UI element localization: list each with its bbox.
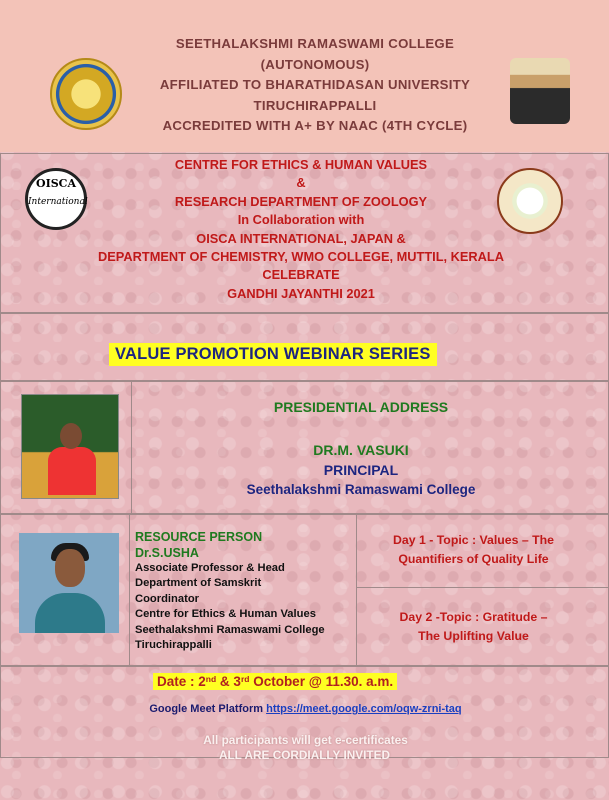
day1-topic: Day 1 - Topic : Values – The Quantifiers of Quality Life: [392, 533, 555, 566]
presidential-section: [0, 381, 609, 514]
wmo-college-logo-icon: [497, 168, 563, 234]
oisca-logo-icon: OISCA International: [25, 168, 87, 230]
organizer-line: CELEBRATE: [262, 267, 340, 283]
college-header: [0, 0, 609, 152]
organizer-line: &: [296, 175, 306, 191]
college-affiliation: AFFILIATED TO BHARATHIDASAN UNIVERSITY: [159, 77, 471, 92]
series-section: [0, 313, 609, 381]
series-title: VALUE PROMOTION WEBINAR SERIES: [109, 343, 437, 366]
resource-person-detail: Centre for Ethics & Human Values: [135, 608, 316, 621]
presidential-heading: PRESIDENTIAL ADDRESS: [273, 399, 449, 415]
organizers-text: [41, 154, 561, 303]
resource-person-photo: [19, 533, 119, 633]
divider: [131, 382, 132, 513]
principal-institution: Seethalakshmi Ramaswami College: [246, 482, 476, 497]
principal-designation: PRINCIPAL: [323, 462, 399, 478]
college-accreditation: ACCREDITED WITH A+ BY NAAC (4TH CYCLE): [162, 118, 468, 133]
principal-photo: [21, 394, 119, 499]
organizers-section: [0, 153, 609, 313]
resource-person-heading: RESOURCE PERSON: [135, 530, 263, 544]
organizer-line: RESEARCH DEPARTMENT OF ZOOLOGY: [174, 193, 428, 209]
resource-person-detail: Tiruchirappalli: [135, 639, 212, 652]
college-info: [130, 34, 500, 137]
resource-person-name: Dr.S.USHA: [135, 546, 199, 560]
principal-name: DR.M. VASUKI: [313, 442, 409, 458]
organizer-line: DEPARTMENT OF CHEMISTRY, WMO COLLEGE, MUTTIL, KERALA: [98, 249, 504, 265]
certificate-note: All participants will get e-certificates: [203, 733, 408, 747]
divider: [129, 515, 130, 665]
college-status: (AUTONOMOUS): [260, 56, 370, 72]
resource-section: [0, 514, 609, 666]
organizer-line: CENTRE FOR ETHICS & HUMAN VALUES: [174, 157, 428, 172]
resource-person-detail: Coordinator: [135, 592, 200, 605]
organizer-line: OISCA INTERNATIONAL, JAPAN &: [196, 230, 406, 246]
divider: [356, 515, 357, 665]
meet-link[interactable]: https://meet.google.com/oqw-zrni-taq: [266, 703, 462, 715]
resource-person-detail: Seethalakshmi Ramaswami College: [135, 623, 325, 636]
founder-photo: [510, 58, 570, 124]
college-emblem-icon: [50, 58, 122, 130]
schedule-section: [0, 666, 609, 758]
resource-person-info: [135, 529, 355, 653]
meet-label: Google Meet Platform: [149, 703, 267, 715]
day2-topic: Day 2 -Topic : Gratitude – The Uplifting Value: [399, 610, 548, 643]
organizer-line: In Collaboration with: [237, 212, 365, 228]
invitation-note: ALL ARE CORDIALLY INVITED: [218, 748, 391, 762]
divider: [356, 587, 609, 588]
organizer-line: GANDHI JAYANTHI 2021: [227, 285, 375, 301]
college-name: SEETHALAKSHMI RAMASWAMI COLLEGE: [175, 36, 455, 51]
resource-person-detail: Associate Professor & Head: [135, 562, 285, 574]
college-city: TIRUCHIRAPPALLI: [253, 97, 377, 113]
resource-person-detail: Department of Samskrit: [135, 577, 262, 590]
event-date: Date : 2nd & 3rd October @ 11.30. a.m.: [153, 673, 397, 690]
meet-platform: [1, 703, 609, 715]
